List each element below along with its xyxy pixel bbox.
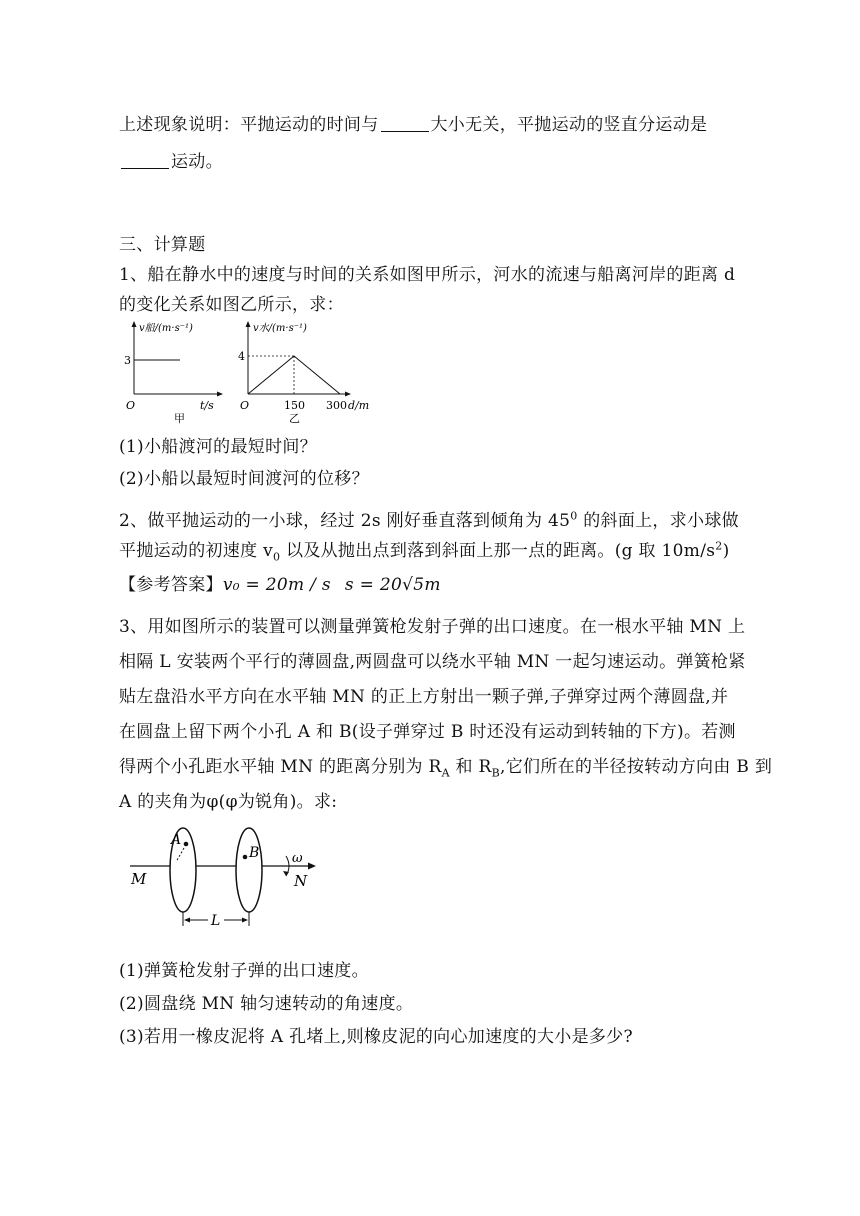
label-n: N xyxy=(294,872,308,890)
q3-line-3: 贴左盘沿水平方向在水平轴 MN 的正上方射出一颗子弹,子弹穿过两个薄圆盘,并 xyxy=(119,687,729,707)
q3-sub-3: (3)若用一橡皮泥将 A 孔堵上,则橡皮泥的向心加速度的大小是多少? xyxy=(119,1027,633,1047)
label-m: M xyxy=(131,870,147,888)
label-a: A xyxy=(171,832,182,848)
text-segment: ) xyxy=(722,541,730,561)
figure-rotating-discs xyxy=(126,822,340,934)
text-segment: 大小无关，平抛运动的竖直分运动是 xyxy=(430,115,708,135)
answer-label: 【参考答案】 xyxy=(119,575,223,595)
superscript: 2 xyxy=(715,539,723,553)
origin-label: O xyxy=(126,399,136,412)
y-tick-label: 4 xyxy=(238,350,245,363)
x-axis-arrow xyxy=(217,392,223,397)
x-axis-label: d/m xyxy=(348,399,370,412)
figure-b-water-speed-graph xyxy=(232,318,380,426)
q3-line-5 xyxy=(119,752,772,779)
hole-a xyxy=(184,842,189,847)
x-axis-arrow xyxy=(345,392,351,397)
q3-line-1: 3、用如图所示的装置可以测量弹簧枪发射子弹的出口速度。在一根水平轴 MN 上 xyxy=(119,617,746,637)
q2-line-1 xyxy=(119,506,739,531)
answer-blank[interactable] xyxy=(121,152,169,169)
y-axis-label: v船/(m·s⁻¹) xyxy=(139,323,193,334)
text-segment: 平抛运动的初速度 v xyxy=(119,541,274,561)
fill-in-line-2 xyxy=(119,147,223,172)
q2-line-2 xyxy=(119,536,730,563)
q3-sub-2: (2)圆盘绕 MN 轴匀速转动的角速度。 xyxy=(119,994,414,1014)
figure-caption: 乙 xyxy=(289,412,300,425)
q1-line-1: 1、船在静水中的速度与时间的关系如图甲所示，河水的流速与船离河岸的距离 d xyxy=(119,265,736,285)
text-segment: 以及从抛出点到落到斜面上那一点的距离。(g 取 10m/s xyxy=(280,541,716,561)
text-segment: 得两个小孔距水平轴 MN 的距离分别为 R xyxy=(119,757,442,777)
answer-distance: s = 20√5m xyxy=(344,575,441,595)
dim-arrow-left xyxy=(184,918,190,923)
label-b: B xyxy=(249,845,260,861)
q1-line-2: 的变化关系如图乙所示，求： xyxy=(119,295,344,315)
text-segment: ,它们所在的半径按转动方向由 B 到 xyxy=(500,757,773,777)
q2-answer xyxy=(119,570,441,595)
x-axis-label: t/s xyxy=(200,399,214,412)
q3-sub-1: (1)弹簧枪发射子弹的出口速度。 xyxy=(119,961,369,981)
y-axis-arrow xyxy=(132,321,137,327)
y-axis-arrow xyxy=(246,321,251,327)
subscript: 0 xyxy=(273,550,281,564)
text-segment: 上述现象说明：平抛运动的时间与 xyxy=(119,115,379,135)
axle-arrow xyxy=(308,863,316,870)
text-segment: 的斜面上，求小球做 xyxy=(577,511,739,531)
origin-label: O xyxy=(240,399,250,412)
disc-right xyxy=(236,828,262,912)
radius-a xyxy=(176,848,184,862)
text-segment: 和 R xyxy=(449,757,492,777)
label-omega: ω xyxy=(292,851,303,866)
fill-in-line-1 xyxy=(119,110,707,135)
y-tick-label: 3 xyxy=(124,354,131,367)
text-segment: 2、做平抛运动的一小球，经过 2s 刚好垂直落到倾角为 45 xyxy=(119,511,571,531)
figure-caption: 甲 xyxy=(174,412,185,425)
q1-sub-1: (1)小船渡河的最短时间？ xyxy=(119,437,317,457)
answer-blank[interactable] xyxy=(381,115,429,132)
text-segment: 运动。 xyxy=(171,152,223,172)
superscript: 0 xyxy=(570,509,578,523)
hole-b xyxy=(243,855,248,860)
subscript: B xyxy=(491,766,501,780)
x-tick-label: 150 xyxy=(284,399,305,412)
answer-velocity: v₀ = 20m / s xyxy=(222,575,331,595)
x-tick-label: 300 xyxy=(326,399,347,412)
q3-line-6: A 的夹角为φ(φ为锐角)。求: xyxy=(119,792,338,812)
figure-a-boat-speed-graph xyxy=(118,318,228,426)
y-axis-label: v水/(m·s⁻¹) xyxy=(253,323,307,334)
q1-sub-2: (2)小船以最短时间渡河的位移？ xyxy=(119,469,369,489)
section-title: 三、计算题 xyxy=(119,235,206,255)
subscript: A xyxy=(441,766,450,780)
q3-line-2: 相隔 L 安装两个平行的薄圆盘,两圆盘可以绕水平轴 MN 一起匀速运动。弹簧枪紧 xyxy=(119,652,746,672)
dim-arrow-right xyxy=(242,918,248,923)
q3-line-4: 在圆盘上留下两个小孔 A 和 B(设子弹穿过 B 时还没有运动到转轴的下方)。若测 xyxy=(119,722,736,742)
label-l: L xyxy=(211,913,221,929)
